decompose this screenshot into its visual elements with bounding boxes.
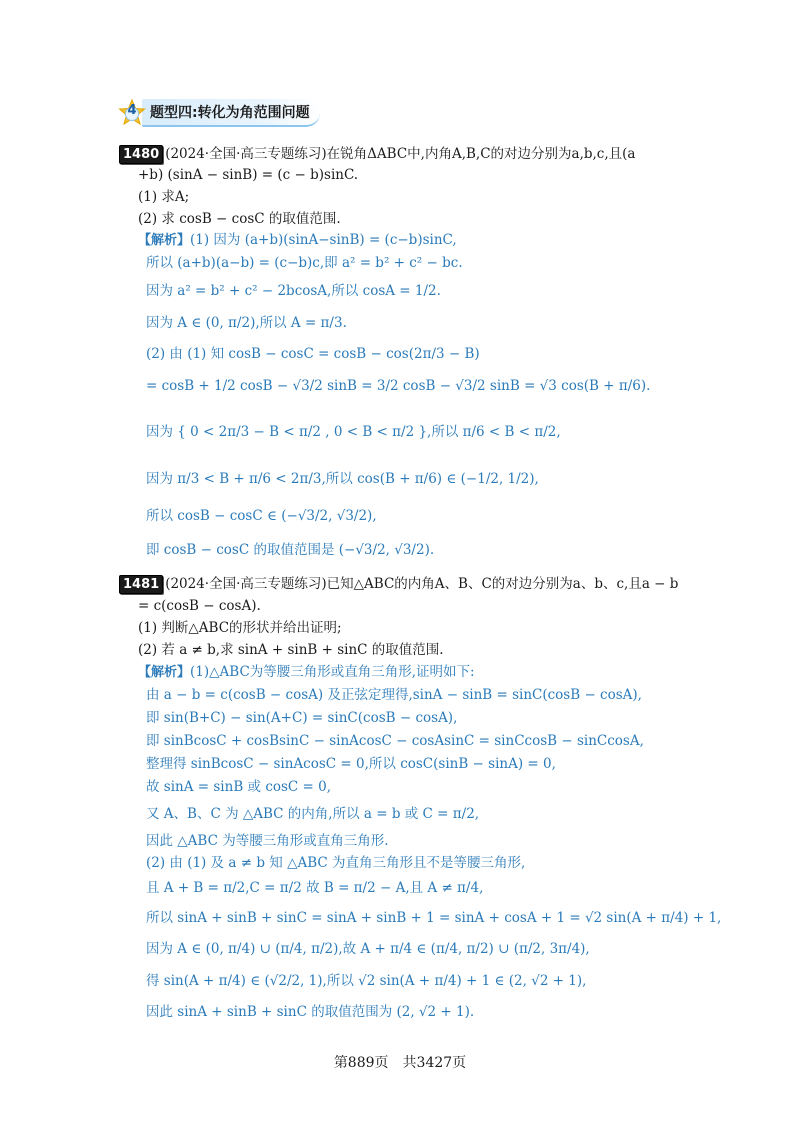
solution-line: 所以 sinA + sinB + sinC = sinA + sinB + 1 = sinA + cosA + 1 = √2 sin(A + π/4) + 1,: [146, 910, 722, 926]
solution-line: 因为 { 0 < 2π/3 − B < π/2 , 0 < B < π/2 },所以 π/6 < B < π/2,: [146, 424, 561, 440]
problem-statement-line: (2) 求 cosB − cosC 的取值范围.: [138, 211, 341, 227]
problem-statement-line: 1480 (2024·全国·高三专题练习)在锐角ΔABC中,内角A,B,C的对边分别为a,b,c,且(a: [119, 145, 635, 164]
solution-line: 整理得 sinBcosC − sinAcosC = 0,所以 cosC(sinB − sinA) = 0,: [146, 756, 556, 772]
page-number: 第889页: [333, 1055, 389, 1071]
solution-line: 即 sin(B+C) − sin(A+C) = sinC(cosB − cosA),: [146, 710, 458, 726]
problem-statement-line: = c(cosB − cosA).: [138, 598, 261, 614]
page-footer: [0, 1052, 800, 1072]
solution-line: 所以 cosB − cosC ∈ (−√3/2, √3/2),: [146, 508, 377, 524]
problem-number-badge: 1480: [119, 145, 163, 164]
solution-line: = cosB + 1/2 cosB − √3/2 sinB = 3/2 cosB − √3/2 sinB = √3 cos(B + π/6).: [146, 378, 651, 394]
solution-line: 且 A + B = π/2,C = π/2 故 B = π/2 − A,且 A ≠ π/4,: [146, 880, 484, 896]
solution-line: 因为 A ∈ (0, π/4) ∪ (π/4, π/2),故 A + π/4 ∈ (π/4, π/2) ∪ (π/2, 3π/4),: [146, 941, 590, 957]
solution-line: 因此 sinA + sinB + sinC 的取值范围为 (2, √2 + 1).: [146, 1004, 475, 1020]
section-title: 题型四:转化为角范围问题: [142, 99, 320, 127]
solution-line: 故 sinA = sinB 或 cosC = 0,: [146, 779, 332, 795]
page-total: 共3427页: [402, 1055, 467, 1071]
problem-number-badge: 1481: [119, 575, 163, 594]
solution-line: 因为 π/3 < B + π/6 < 2π/3,所以 cos(B + π/6) ∈ (−1/2, 1/2),: [146, 471, 539, 487]
solution-line: 由 a − b = c(cosB − cosA) 及正弦定理得,sinA − sinB = sinC(cosB − cosA),: [146, 687, 642, 703]
solution-line: 因为 A ∈ (0, π/2),所以 A = π/3.: [146, 315, 347, 331]
solution-line: 【解析】(1)△ABC为等腰三角形或直角三角形,证明如下:: [138, 664, 475, 680]
solution-line: 即 sinBcosC + cosBsinC − sinAcosC − cosAsinC = sinCcosB − sinCcosA,: [146, 733, 644, 749]
section-header: [118, 98, 320, 128]
problem-statement-line: (2) 若 a ≠ b,求 sinA + sinB + sinC 的取值范围.: [138, 642, 444, 658]
solution-line: 又 A、B、C 为 △ABC 的内角,所以 a = b 或 C = π/2,: [146, 806, 480, 822]
solution-line: 所以 (a+b)(a−b) = (c−b)c,即 a² = b² + c² − bc.: [146, 255, 463, 271]
problem-statement-line: (1) 求A;: [138, 189, 190, 205]
solution-line: 因此 △ABC 为等腰三角形或直角三角形.: [146, 833, 389, 849]
problem-statement-line: +b) (sinA − sinB) = (c − b)sinC.: [138, 167, 359, 183]
solution-line: (2) 由 (1) 知 cosB − cosC = cosB − cos(2π/3 − B): [146, 346, 480, 362]
solution-line: 因为 a² = b² + c² − 2bcosA,所以 cosA = 1/2.: [146, 283, 441, 299]
solution-line: (2) 由 (1) 及 a ≠ b 知 △ABC 为直角三角形且不是等腰三角形,: [146, 855, 526, 871]
section-number: 4: [127, 103, 137, 118]
solution-tag: 【解析】: [138, 665, 191, 680]
solution-line: 得 sin(A + π/4) ∈ (√2/2, 1),所以 √2 sin(A + π/4) + 1 ∈ (2, √2 + 1),: [146, 973, 587, 989]
problem-statement-line: (1) 判断△ABC的形状并给出证明;: [138, 620, 342, 636]
star-icon: [118, 99, 146, 127]
problem-statement-line: 1481 (2024·全国·高三专题练习)已知△ABC的内角A、B、C的对边分别为a、b、c,且a − b: [119, 575, 678, 594]
solution-tag: 【解析】: [138, 233, 191, 248]
solution-line: 【解析】(1) 因为 (a+b)(sinA−sinB) = (c−b)sinC,: [138, 232, 457, 248]
solution-line: 即 cosB − cosC 的取值范围是 (−√3/2, √3/2).: [146, 542, 435, 558]
